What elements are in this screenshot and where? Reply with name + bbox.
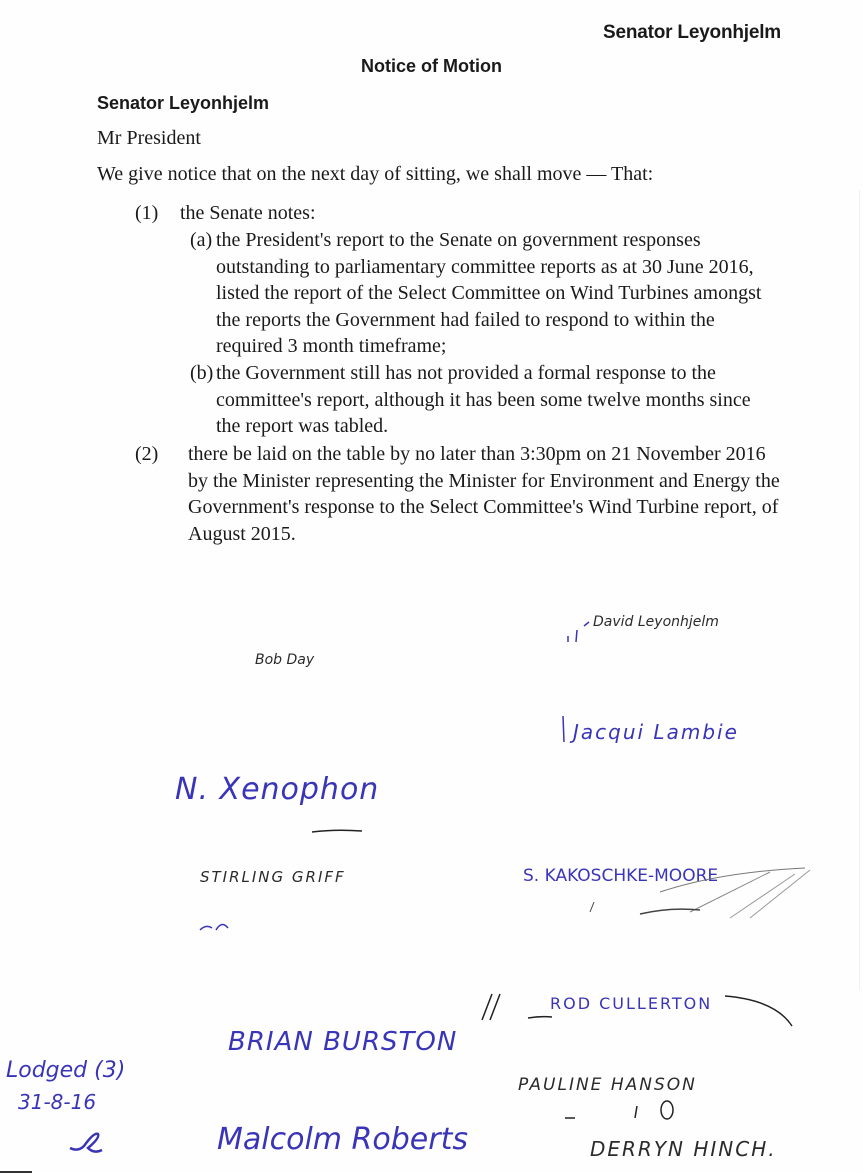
- subparagraph-text: the President's report to the Senate on government responses outstanding to parliamentary committee reports as at 30 June 2016, listed the report of the Select Committee on Wind Turbines amongst the reports the Government had failed to respond to within the required 3 month timeframe;: [216, 229, 762, 357]
- paragraph-number: (2): [135, 443, 159, 465]
- signature-underline-icon: [310, 826, 370, 836]
- page-edge: [859, 190, 860, 990]
- signature-pauline-hanson: PAULINE HANSON: [518, 1075, 697, 1095]
- salutation: Mr President: [97, 127, 201, 149]
- document-title: Notice of Motion: [361, 56, 502, 76]
- signature-brian-burston: BRIAN BURSTON: [228, 1027, 458, 1057]
- signature-flourish-icon: [198, 918, 258, 932]
- paragraph-text: there be laid on the table by no later than 3:30pm on 21 November 2016 by the Minister representing the Minister for Environment and Energy the Government's response to the Select Committee's Wind Turbine report, of August 2015.: [188, 443, 780, 545]
- signature-skye-kakoschke-moore: S. KAKOSCHKE-MOORE: [523, 866, 719, 886]
- subparagraph-b: [190, 360, 770, 440]
- paragraph-2: [135, 441, 785, 547]
- signature-stroke-icon: [560, 714, 570, 744]
- lodged-stamp-date: 31-8-16: [18, 1090, 97, 1114]
- mover-name: Senator Leyonhjelm: [97, 93, 270, 113]
- signature-malcolm-roberts: Malcolm Roberts: [217, 1122, 468, 1157]
- initials-icon: [66, 1128, 106, 1156]
- paragraph-text: the Senate notes:: [180, 202, 316, 224]
- signature-scribble-icon: [580, 862, 820, 922]
- signature-derryn-hinch: DERRYN HINCH.: [590, 1137, 777, 1161]
- sponsor-header: Senator Leyonhjelm: [603, 22, 781, 43]
- subparagraph-a: [190, 227, 770, 360]
- signature-jacqui-lambie: Jacqui Lambie: [573, 720, 739, 744]
- signature-stirling-griff: STIRLING GRIFF: [200, 868, 346, 886]
- subparagraph-label: (b): [190, 362, 214, 384]
- subparagraph-label: (a): [190, 229, 213, 251]
- signature-nick-xenophon: N. Xenophon: [175, 772, 380, 807]
- signature-marks-icon: [545, 1098, 685, 1122]
- paragraph-number: (1): [135, 202, 159, 224]
- signature-rod-culleton: ROD CULLERTON: [550, 994, 713, 1013]
- signature-david-leyonhjelm: David Leyonhjelm: [593, 614, 719, 630]
- signature-bob-day: Bob Day: [255, 652, 315, 668]
- subparagraph-text: the Government still has not provided a formal response to the committee's report, although it has been some twelve months since the report was tabled.: [216, 362, 751, 437]
- motion-intro: We give notice that on the next day of sitting, we shall move — That:: [97, 163, 654, 185]
- lodged-stamp-text: Lodged (3): [6, 1058, 126, 1083]
